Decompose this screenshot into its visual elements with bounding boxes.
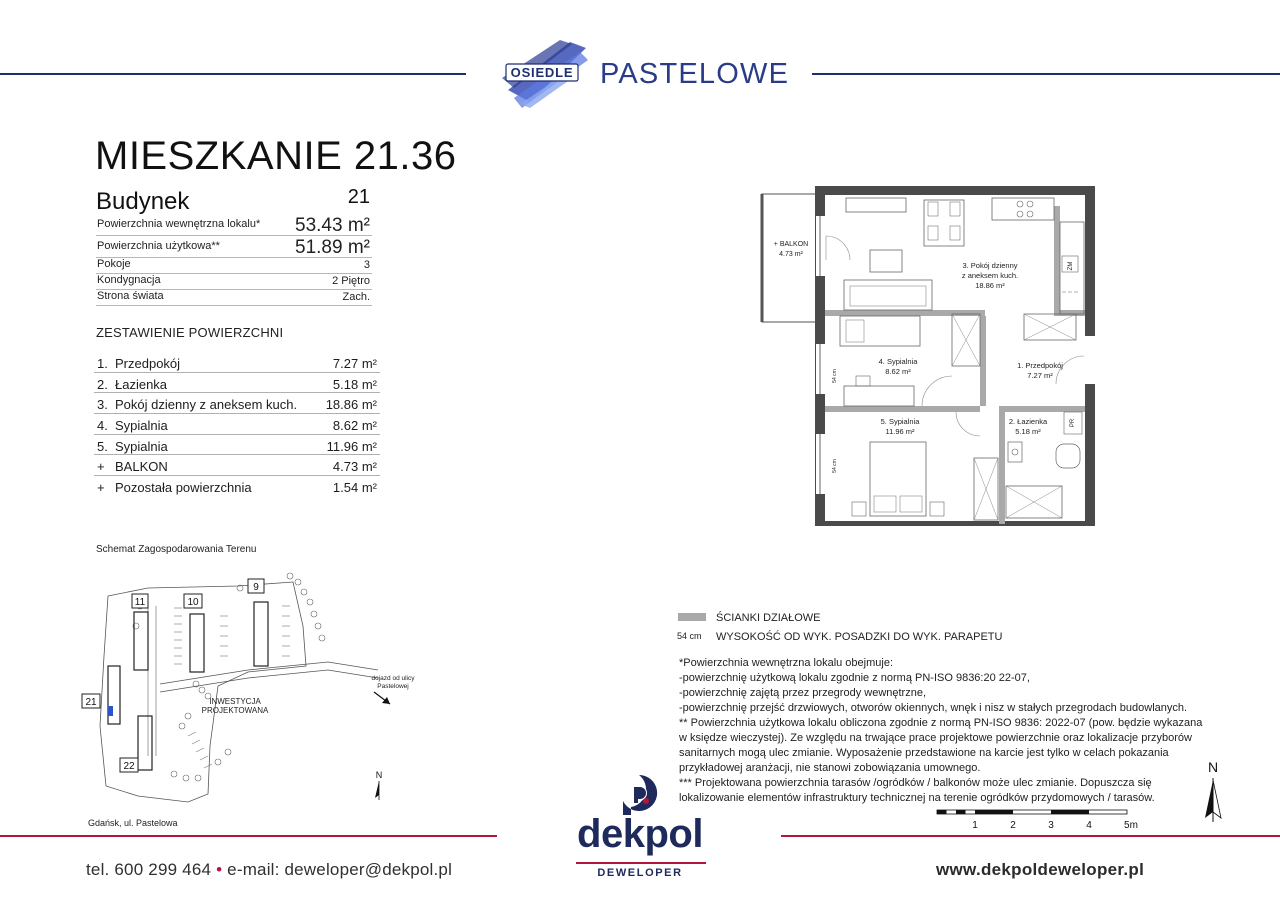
summary-name: Przedpokój (115, 356, 181, 371)
fp-bedroom4-label: 4. Sypialnia (878, 357, 918, 366)
detail-label: Powierzchnia użytkowa** (97, 240, 220, 252)
detail-value: 53.43 m² (295, 215, 370, 236)
scale-tick: 2 (1010, 820, 1016, 831)
legend-partitions: ŚCIANKI DZIAŁOWE (716, 612, 821, 624)
scale-tick: 1 (972, 820, 978, 831)
location-label: Gdańsk, ul. Pastelowa (88, 818, 178, 828)
fp-bedroom5-area: 11.96 m² (885, 427, 915, 436)
footnote-line: -powierzchnię przejść drzwiowych, otworów okiennych, wnęk i nisz w stałych przegrodach budowlanych. (679, 702, 1188, 714)
footnote-line: *Powierzchnia wewnętrzna lokalu obejmuje: (679, 657, 894, 669)
footer-rule-left (0, 835, 497, 837)
summary-table (94, 352, 380, 497)
footnote-line: w księdze wieczystej). Ze względu na trwające prace projektowe powierzchnie oraz lokalizacje przyborów (679, 732, 1192, 744)
building-label: Budynek (96, 188, 190, 215)
summary-area: 7.27 m² (332, 356, 377, 371)
fp-living-area: 18.86 m² (975, 281, 1005, 290)
summary-name: Sypialnia (115, 438, 168, 454)
fp-bathroom-label: 2. Łazienka (1008, 417, 1048, 426)
site-building-11: 11 (134, 597, 146, 608)
site-investment-label-1: INWESTYCJA (209, 697, 261, 706)
fp-living-label-2: z aneksem kuch. (961, 271, 1019, 280)
legend-height-mark: 54 cm (677, 631, 702, 641)
osiedle-logo-word: OSIEDLE (510, 65, 574, 80)
fp-bedroom5-label: 5. Sypialnia (880, 417, 920, 426)
summary-row (94, 435, 380, 456)
summary-title: ZESTAWIENIE POWIERZCHNI (96, 325, 284, 340)
dekpol-logo (570, 770, 710, 882)
detail-row (96, 236, 372, 258)
footnote-line: ** Powierzchnia użytkowa lokalu obliczona zgodnie z normą PN-ISO 9836: 2022-07 (pow. będzie wykazana (679, 717, 1203, 729)
brand (500, 38, 790, 110)
detail-label: Kondygnacja (97, 274, 161, 286)
summary-num: 5. (97, 438, 108, 454)
fp-hall-label: 1. Przedpokój (1017, 361, 1063, 370)
contact-line (86, 860, 452, 880)
summary-area: 11.96 m² (326, 438, 377, 454)
scale-tick: 3 (1048, 820, 1054, 831)
fp-bathroom-area: 5.18 m² (1015, 427, 1041, 436)
site-plan (78, 566, 458, 806)
fp-zm-label: ZM (1068, 261, 1074, 271)
scale-tick: 4 (1086, 820, 1092, 831)
summary-row (94, 455, 380, 476)
north-label: N (1207, 759, 1219, 775)
osiedle-logo (500, 38, 592, 110)
legend-partition-swatch (678, 613, 706, 621)
detail-value: 51.89 m² (295, 237, 370, 258)
summary-name: Pozostała powierzchnia (115, 480, 252, 496)
dekpol-mark-icon (620, 774, 658, 816)
website-link[interactable]: www.dekpoldeweloper.pl (936, 860, 1145, 879)
detail-label: Strona świata (97, 290, 164, 302)
summary-name: Sypialnia (115, 418, 168, 434)
footnote-line: lokalizowanie elementów infrastruktury technicznej na terenie ogródków przydomowych / tarasów. (679, 792, 1155, 804)
summary-num: + (97, 459, 105, 475)
brand-name: PASTELOWE (600, 58, 790, 90)
summary-row (94, 352, 380, 373)
footnote-line: sanitarnych mogą ulec zmianie. Wyposażenie przedstawione na karcie jest tylko w celach pokazania (679, 747, 1169, 759)
fp-bedroom4-area: 8.62 m² (885, 367, 911, 376)
footnotes (679, 656, 1224, 806)
summary-row (94, 476, 380, 497)
detail-row (96, 274, 372, 290)
footnote-line: przykładowej aranżacji, nie stanowi zobowiązania umownego. (679, 762, 981, 774)
fp-balcony-label: + BALKON (773, 241, 809, 248)
summary-area: 18.86 m² (325, 397, 377, 413)
site-plan-caption: Schemat Zagospodarowania Terenu (96, 544, 257, 555)
site-building-10: 10 (187, 597, 199, 608)
detail-row (96, 214, 372, 236)
contact-separator: • (216, 860, 223, 879)
apartment-title: MIESZKANIE 21.36 (95, 134, 457, 178)
summary-num: 2. (97, 376, 108, 392)
summary-name: Pokój dzienny z aneksem kuch. (115, 397, 298, 413)
fp-living-label-1: 3. Pokój dzienny (962, 261, 1018, 270)
summary-num: + (97, 480, 105, 496)
summary-row (94, 393, 380, 414)
detail-label: Pokoje (97, 258, 131, 270)
dekpol-divider (576, 862, 706, 864)
summary-name: BALKON (115, 459, 168, 475)
dekpol-name: dekpol (577, 812, 703, 856)
fp-balcony-area: 4.73 m² (779, 251, 803, 258)
detail-value: 2 Piętro (332, 275, 370, 287)
fp-sill-label-2: 54 cm (832, 459, 838, 473)
summary-area: 8.62 m² (332, 418, 377, 434)
footer-rule-right (781, 835, 1280, 837)
footnote-line: -powierzchnię użytkową lokalu zgodnie z normą PN-ISO 9836:20 22-07, (679, 672, 1030, 684)
site-access-label-2: Pastelowej (377, 683, 409, 690)
north-arrow-icon (1198, 758, 1228, 826)
legend-height-text: WYSOKOŚĆ OD WYK. POSADZKI DO WYK. PARAPETU (716, 631, 1003, 643)
header-rule-left (0, 73, 466, 75)
detail-row (96, 290, 372, 306)
site-access-label-1: dojazd od ulicy (371, 675, 415, 682)
summary-row (94, 373, 380, 394)
detail-label: Powierzchnia wewnętrzna lokalu* (97, 218, 261, 230)
scale-tick: 5m (1124, 820, 1138, 831)
detail-value: Zach. (342, 291, 370, 303)
detail-value: 3 (363, 259, 370, 271)
site-investment-label-2: PROJEKTOWANA (201, 706, 269, 715)
scale-bar (935, 808, 1145, 832)
site-north-label: N (375, 770, 383, 780)
header-rule-right (812, 73, 1280, 75)
site-building-9: 9 (253, 582, 259, 593)
summary-name: Łazienka (115, 376, 168, 392)
detail-row (96, 258, 372, 274)
site-building-22: 22 (123, 761, 135, 772)
site-north-arrow-icon (370, 768, 388, 802)
fp-sill-label-1: 54 cm (832, 369, 838, 383)
footnote-line: -powierzchnię zajętą przez przegrody wewnętrzne, (679, 687, 927, 699)
site-access-arrow-icon (382, 697, 390, 704)
email-address[interactable]: e-mail: deweloper@dekpol.pl (227, 860, 453, 879)
summary-num: 3. (97, 397, 108, 413)
summary-area: 4.73 m² (332, 459, 377, 475)
building-value: 21 (347, 186, 370, 208)
floor-plan (756, 186, 1096, 526)
footnote-line: *** Projektowana powierzchnia tarasów /ogródków / balkonów może ulec zmianie. Dopuszcza się (679, 777, 1152, 789)
fp-pr-label: PR (1070, 418, 1076, 428)
phone-number: tel. 600 299 464 (86, 860, 212, 879)
site-building-21: 21 (85, 697, 97, 708)
summary-row (94, 414, 380, 435)
fp-hall-area: 7.27 m² (1027, 371, 1053, 380)
summary-num: 1. (97, 356, 108, 371)
summary-area: 5.18 m² (332, 376, 377, 392)
dekpol-subtitle: DEWELOPER (597, 867, 683, 879)
apartment-details (96, 214, 372, 306)
summary-num: 4. (97, 418, 108, 434)
summary-area: 1.54 m² (332, 480, 377, 496)
